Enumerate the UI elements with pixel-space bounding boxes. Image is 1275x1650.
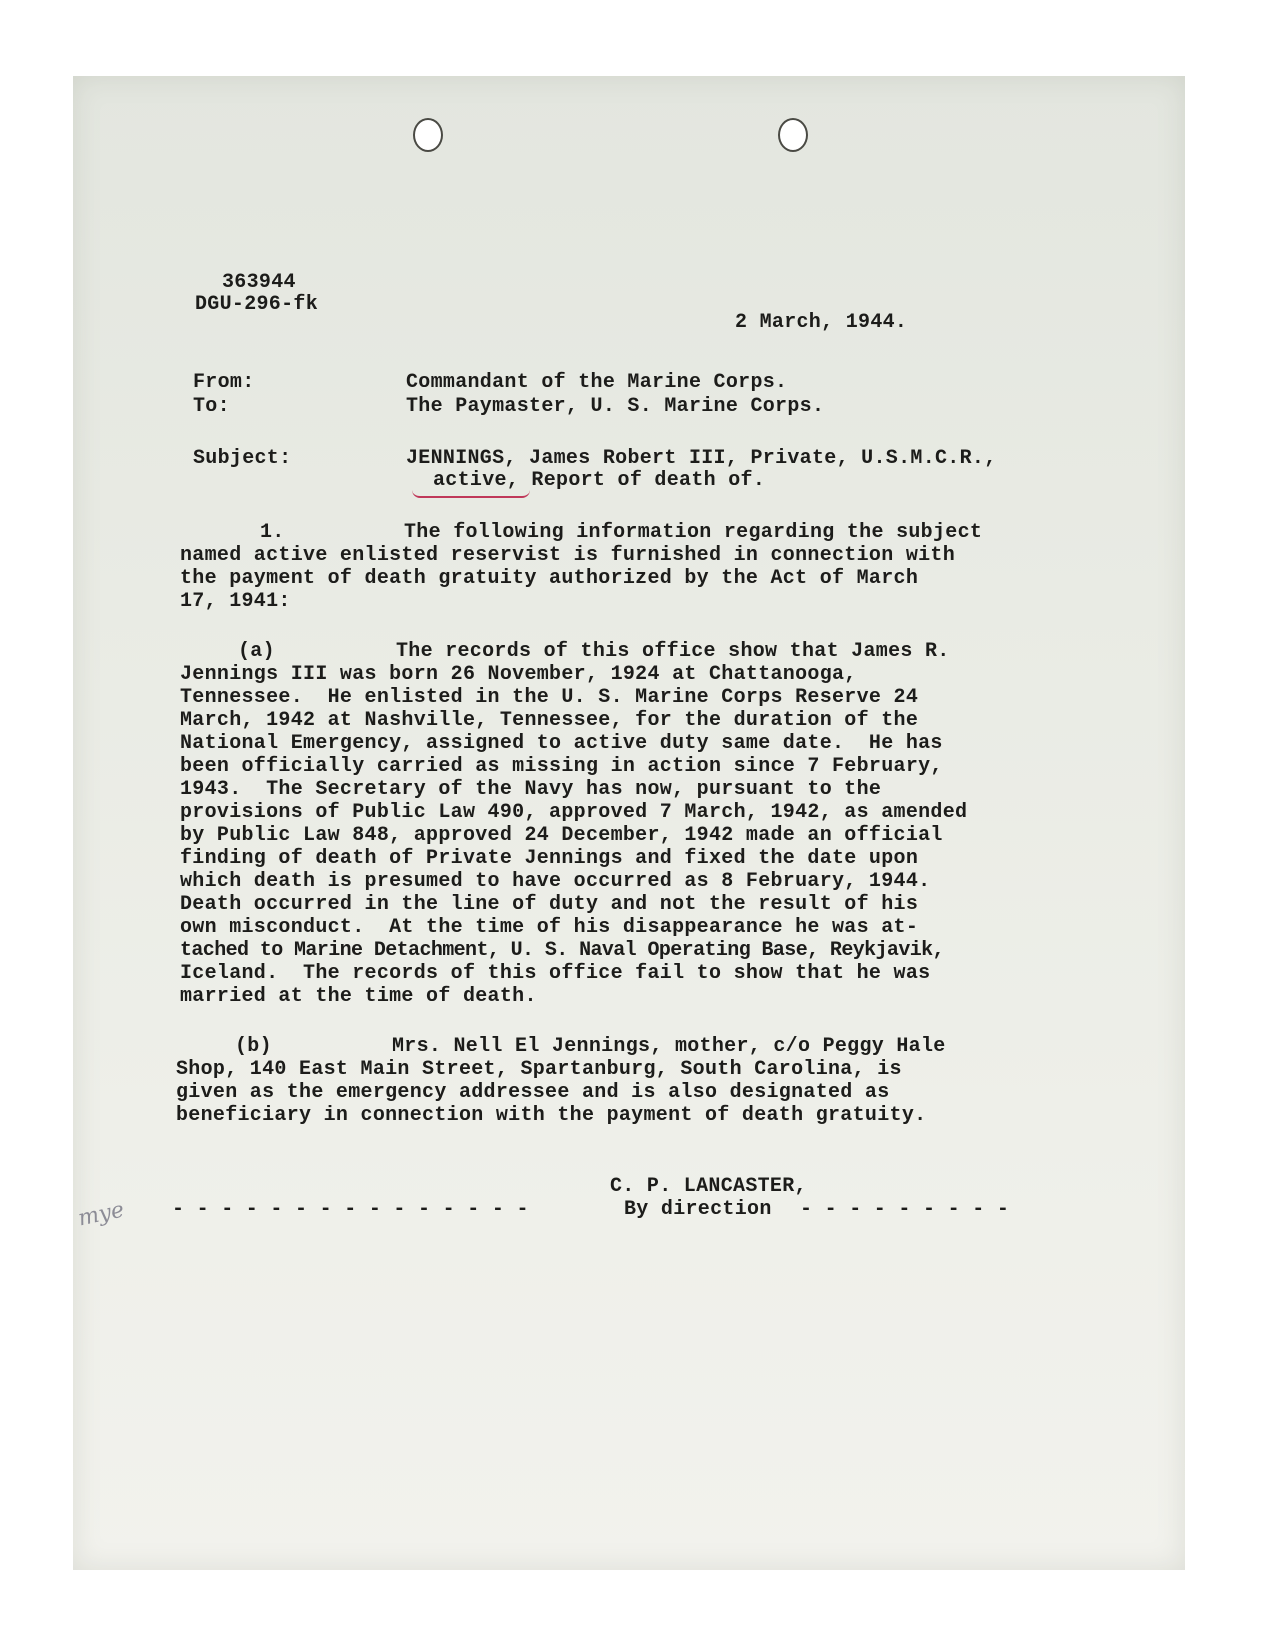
paragraph-a-line: finding of death of Private Jennings and fixed the date upon <box>180 847 919 870</box>
paragraph-1-line: named active enlisted reservist is furnished in connection with <box>180 544 956 567</box>
to-value: The Paymaster, U. S. Marine Corps. <box>406 395 825 418</box>
signatory-name: C. P. LANCASTER, <box>610 1175 807 1198</box>
paragraph-1-line: The following information regarding the subject <box>404 521 983 544</box>
file-number: 363944 <box>222 271 296 294</box>
paragraph-b-label: (b) <box>235 1035 272 1058</box>
punch-hole <box>778 118 808 152</box>
subject-name: JENNINGS <box>406 447 505 470</box>
paragraph-a-line: which death is presumed to have occurred as 8 February, 1944. <box>180 870 931 893</box>
paragraph-b-line: Mrs. Nell El Jennings, mother, c/o Peggy Hale <box>392 1035 946 1058</box>
paragraph-a-label: (a) <box>238 640 275 663</box>
handwritten-initials: mye <box>75 1197 127 1232</box>
paragraph-b-line: beneficiary in connection with the payment of death gratuity. <box>176 1104 927 1127</box>
paragraph-a-line: National Emergency, assigned to active duty same date. He has <box>180 732 943 755</box>
from-label: From: <box>193 371 255 394</box>
dash-rule-right: - - - - - - - - - <box>800 1198 1010 1221</box>
paragraph-a-line: by Public Law 848, approved 24 December, 1942 made an official <box>180 824 943 847</box>
dash-rule-left: - - - - - - - - - - - - - - - <box>172 1198 529 1221</box>
letter-date: 2 March, 1944. <box>735 311 908 334</box>
paragraph-a-line: March, 1942 at Nashville, Tennessee, for the duration of the <box>180 709 919 732</box>
paragraph-1-line: the payment of death gratuity authorized by the Act of March <box>180 567 919 590</box>
paragraph-1-line: 17, 1941: <box>180 590 291 613</box>
paragraph-a-line: Tennessee. He enlisted in the U. S. Marine Corps Reserve 24 <box>180 686 919 709</box>
to-label: To: <box>193 395 230 418</box>
by-direction: By direction <box>624 1198 772 1221</box>
paragraph-a-line: been officially carried as missing in action since 7 February, <box>180 755 943 778</box>
subject-line-1 <box>406 448 997 470</box>
subject-line-2: active, Report of death of. <box>433 469 766 492</box>
paragraph-b-line: given as the emergency addressee and is also designated as <box>176 1081 890 1104</box>
punch-hole <box>413 118 443 152</box>
paragraph-a-line: married at the time of death. <box>180 985 537 1008</box>
paragraph-1-number: 1. <box>260 521 285 544</box>
paragraph-a-line: Death occurred in the line of duty and not the result of his <box>180 893 919 916</box>
paragraph-a-line: own misconduct. At the time of his disappearance he was at- <box>180 916 919 939</box>
subject-label: Subject: <box>193 447 292 470</box>
paragraph-b-line: Shop, 140 East Main Street, Spartanburg, South Carolina, is <box>176 1058 902 1081</box>
subject-rest: , James Robert III, Private, U.S.M.C.R., <box>504 447 997 470</box>
paragraph-a-line: provisions of Public Law 490, approved 7 March, 1942, as amended <box>180 801 968 824</box>
paragraph-a-line: 1943. The Secretary of the Navy has now, pursuant to the <box>180 778 882 801</box>
from-value: Commandant of the Marine Corps. <box>406 371 788 394</box>
reference-code: DGU-296-fk <box>195 293 319 316</box>
paragraph-a-line: tached to Marine Detachment, U. S. Naval Operating Base, Reykjavik, <box>180 939 944 962</box>
paragraph-a-line: Jennings III was born 26 November, 1924 at Chattanooga, <box>180 663 857 686</box>
paragraph-a-line: The records of this office show that James R. <box>396 640 950 663</box>
paragraph-a-line: Iceland. The records of this office fail to show that he was <box>180 962 931 985</box>
